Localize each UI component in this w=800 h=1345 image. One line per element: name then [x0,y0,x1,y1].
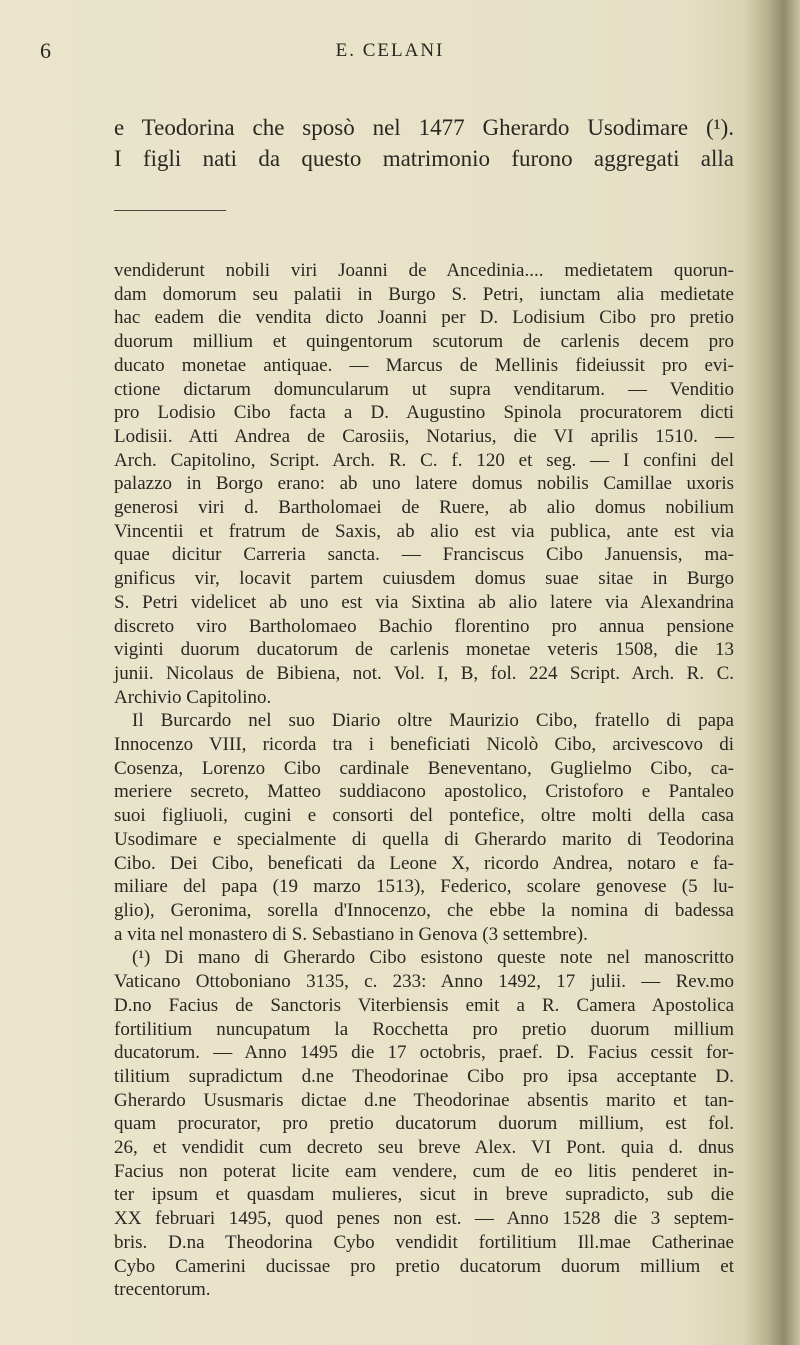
footnote-line: generosi viri d. Bartholomaei de Ruere, ab alio domus nobilium [114,497,734,519]
footnote-line: junii. Nicolaus de Bibiena, not. Vol. I, B, fol. 224 Script. Arch. R. C. [114,662,734,684]
footnote-line: tilitium supradictum d.ne Theodorinae Cibo pro ipsa acceptante D. [114,1065,734,1087]
footnote-line: Cibo. Dei Cibo, beneficati da Leone X, ricordo Andrea, notaro e fa- [114,852,734,874]
footnote-line: palazzo in Borgo erano: ab uno latere domus nobilis Camillae uxoris [114,473,734,495]
footnote-line: discreto viro Bartholomaeo Bachio florentino pro annua pensione [114,615,734,637]
footnote-line: trecentorum. [114,1279,211,1301]
running-head: E. CELANI [335,40,445,61]
footnote-line: Vincentii et fratrum de Saxis, ab alio est via publica, ante est via [114,520,734,542]
footnote-line: vendiderunt nobili viri Joanni de Ancedinia.... medietatem quorun- [114,260,734,281]
footnote-line: Arch. Capitolino, Script. Arch. R. C. f. 120 et seg. — I confini del [114,449,734,471]
footnote-line: dam domorum seu palatii in Burgo S. Petri, iunctam alia medietate [114,283,734,305]
footnote-line: hac eadem die vendita dicto Joanni per D. Lodisium Cibo pro pretio [114,307,734,329]
footnote-line: quam procurator, pro pretio ducatorum duorum millium, est fol. [114,1113,734,1135]
footnote-line: ter ipsum et quasdam mulieres, sicut in breve supradicto, sub die [114,1184,734,1206]
footnote-line: Archivio Capitolino. [114,686,272,708]
footnote-line: meriere secreto, Matteo suddiacono apostolico, Cristoforo e Pantaleo [114,781,734,803]
footnote-line: glio), Geronima, sorella d'Innocenzo, che ebbe la nomina di badessa [114,899,734,921]
main-text-line: e Teodorina che sposò nel 1477 Gherardo Usodimare (¹). [114,115,734,140]
footnote-line: D.no Facius de Sanctoris Viterbiensis emit a R. Camera Apostolica [114,994,734,1016]
footnote-line: fortilitium nuncupatum la Rocchetta pro pretio duorum millium [114,1018,734,1040]
footnote-line: suoi figliuoli, cugini e consorti del pontefice, oltre molti della casa [114,805,734,827]
page-number: 6 [40,38,51,63]
footnote-line: bris. D.na Theodorina Cybo vendidit fortilitium Ill.mae Catherinae [114,1231,734,1253]
footnote-line: Vaticano Ottoboniano 3135, c. 233: Anno 1492, 17 julii. — Rev.mo [114,971,734,993]
footnote-line: Facius non poterat licite eam vendere, cum de eo litis penderet in- [114,1160,734,1182]
footnote-line: quae dicitur Carreria sancta. — Franciscus Cibo Januensis, ma- [114,544,734,566]
footnote-line: Lodisii. Atti Andrea de Carosiis, Notarius, die VI aprilis 1510. — [114,425,734,447]
footnote-line: Cosenza, Lorenzo Cibo cardinale Beneventano, Guglielmo Cibo, ca- [114,757,734,779]
footnote-line: viginti duorum ducatorum de carlenis monetae veteris 1508, die 13 [114,639,734,661]
footnote-line: S. Petri videlicet ab uno est via Sixtina ab alio latere via Alexandrina [114,591,734,613]
footnote-line: gnificus vir, locavit partem cuiusdem domus suae sitae in Burgo [114,568,734,590]
footnote-line: Innocenzo VIII, ricorda tra i beneficiati Nicolò Cibo, arcivescovo di [114,734,734,756]
footnote-line: Cybo Camerini ducissae pro pretio ducatorum duorum millium et [114,1255,734,1277]
footnote-line: (¹) Di mano di Gherardo Cibo esistono queste note nel manoscritto [132,947,734,969]
footnote-line: ducatorum. — Anno 1495 die 17 octobris, praef. D. Facius cessit for- [114,1042,734,1064]
footnote-line: miliare del papa (19 marzo 1513), Federico, scolare genovese (5 lu- [114,876,734,898]
footnotes [114,259,734,1302]
footnote-line: ctione dictarum domuncularum ut supra venditarum. — Venditio [114,378,734,400]
footnote-line: pro Lodisio Cibo facta a D. Augustino Spinola procuratorem dicti [114,402,734,424]
footnote-line: XX februari 1495, quod penes non est. — Anno 1528 die 3 septem- [114,1208,734,1230]
footnote-line: Usodimare e specialmente di quella di Gherardo marito di Teodorina [114,828,734,850]
footnote-line: 26, et vendidit cum decreto seu breve Alex. VI Pont. quia d. dnus [114,1137,734,1159]
footnote-line: Gherardo Ususmaris dictae d.ne Theodorinae absentis marito et tan- [114,1089,734,1111]
footnote-line: duorum millium et quingentorum scutorum de carlenis decem pro [114,331,734,353]
footnote-separator [114,210,226,211]
main-text [114,112,734,174]
footnote-line: ducato monetae antiquae. — Marcus de Mellinis fideiussit pro evi- [114,354,734,376]
footnote-line: Il Burcardo nel suo Diario oltre Maurizio Cibo, fratello di papa [132,710,734,732]
main-text-line: I figli nati da questo matrimonio furono aggregati alla [114,146,734,171]
footnote-line: a vita nel monastero di S. Sebastiano in Genova (3 settembre). [114,923,588,945]
